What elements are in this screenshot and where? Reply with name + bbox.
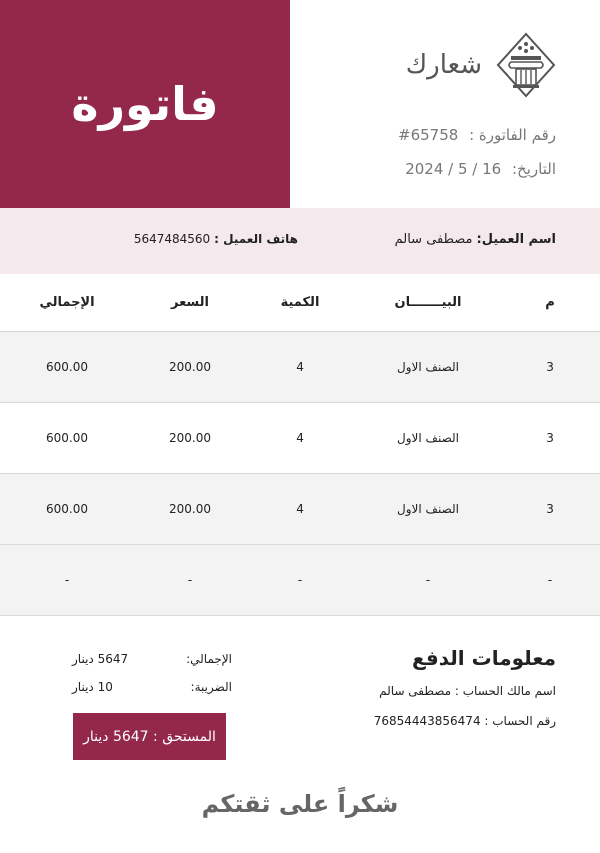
cell-description: الصنف الاول	[397, 431, 459, 445]
client-name-label: اسم العميل:	[476, 232, 556, 247]
cell-price: 200.00	[169, 431, 211, 445]
pillar-logo-icon	[496, 32, 556, 98]
account-number	[374, 714, 556, 728]
due-value: 5647 دينار	[83, 728, 149, 745]
invoice-title: فاتورة	[71, 77, 219, 131]
logo	[406, 32, 556, 98]
cell-description: الصنف الاول	[397, 360, 459, 374]
cell-no: 3	[546, 431, 554, 445]
invoice-number-label: رقم الفاتورة :	[469, 126, 556, 144]
cell-total: 600.00	[46, 502, 88, 516]
due-label: المستحق :	[153, 728, 216, 745]
invoice-date-value: 16 / 5 / 2024	[405, 160, 502, 178]
logo-text: شعارك	[405, 50, 482, 80]
account-number-label: رقم الحساب :	[484, 714, 556, 728]
total-value: 5647 دينار	[72, 652, 129, 666]
cell-total: 600.00	[46, 431, 88, 445]
cell-description: الصنف الاول	[397, 502, 459, 516]
cell-price: -	[187, 573, 193, 587]
cell-total: 600.00	[46, 360, 88, 374]
client-name	[395, 232, 556, 247]
title-block	[0, 0, 290, 208]
table-row	[0, 403, 600, 474]
cell-price: 200.00	[169, 502, 211, 516]
table-row	[0, 474, 600, 545]
amount-due-box	[73, 713, 226, 760]
client-phone	[134, 232, 298, 246]
client-info	[0, 208, 600, 274]
cell-quantity: 4	[296, 502, 304, 516]
total-label: الإجمالي:	[186, 652, 232, 666]
header-description: البيـــــــان	[394, 295, 462, 310]
client-phone-label: هاتف العميل :	[214, 232, 298, 246]
account-number-value: 76854443856474	[373, 714, 481, 728]
account-owner-value: مصطفى سالم	[379, 684, 452, 698]
header-price: السعر	[171, 295, 209, 310]
invoice-date-label: التاريخ:	[512, 160, 556, 178]
tax-value: 10 دينار	[72, 680, 113, 694]
header-total: الإجمالي	[39, 295, 95, 310]
cell-no: 3	[546, 360, 554, 374]
payment-title: معلومات الدفع	[411, 646, 556, 670]
account-owner-label: اسم مالك الحساب :	[454, 684, 556, 698]
tax-label: الضريبة:	[190, 680, 232, 694]
header-no: م	[545, 295, 555, 310]
cell-description: -	[425, 573, 431, 587]
items-table	[0, 274, 600, 616]
cell-quantity: 4	[296, 360, 304, 374]
cell-quantity: 4	[296, 431, 304, 445]
client-phone-value: 5647484560	[133, 232, 211, 246]
payment-info	[374, 646, 556, 744]
total-row	[72, 652, 232, 666]
totals	[72, 652, 232, 708]
cell-no: -	[547, 573, 553, 587]
account-owner	[374, 684, 556, 698]
table-header-row	[0, 274, 600, 332]
client-name-value: مصطفى سالم	[394, 232, 473, 247]
cell-quantity: -	[297, 573, 303, 587]
header-quantity: الكمية	[280, 295, 320, 310]
thank-you-message: شكراً على ثقتكم	[201, 790, 399, 818]
table-row	[0, 332, 600, 403]
invoice-date	[405, 160, 556, 178]
table-row	[0, 545, 600, 616]
tax-row	[72, 680, 232, 694]
invoice-header	[0, 0, 600, 208]
cell-no: 3	[546, 502, 554, 516]
cell-total: -	[64, 573, 70, 587]
cell-price: 200.00	[169, 360, 211, 374]
invoice-number	[398, 126, 556, 144]
invoice-number-value: 65758#	[398, 126, 459, 144]
